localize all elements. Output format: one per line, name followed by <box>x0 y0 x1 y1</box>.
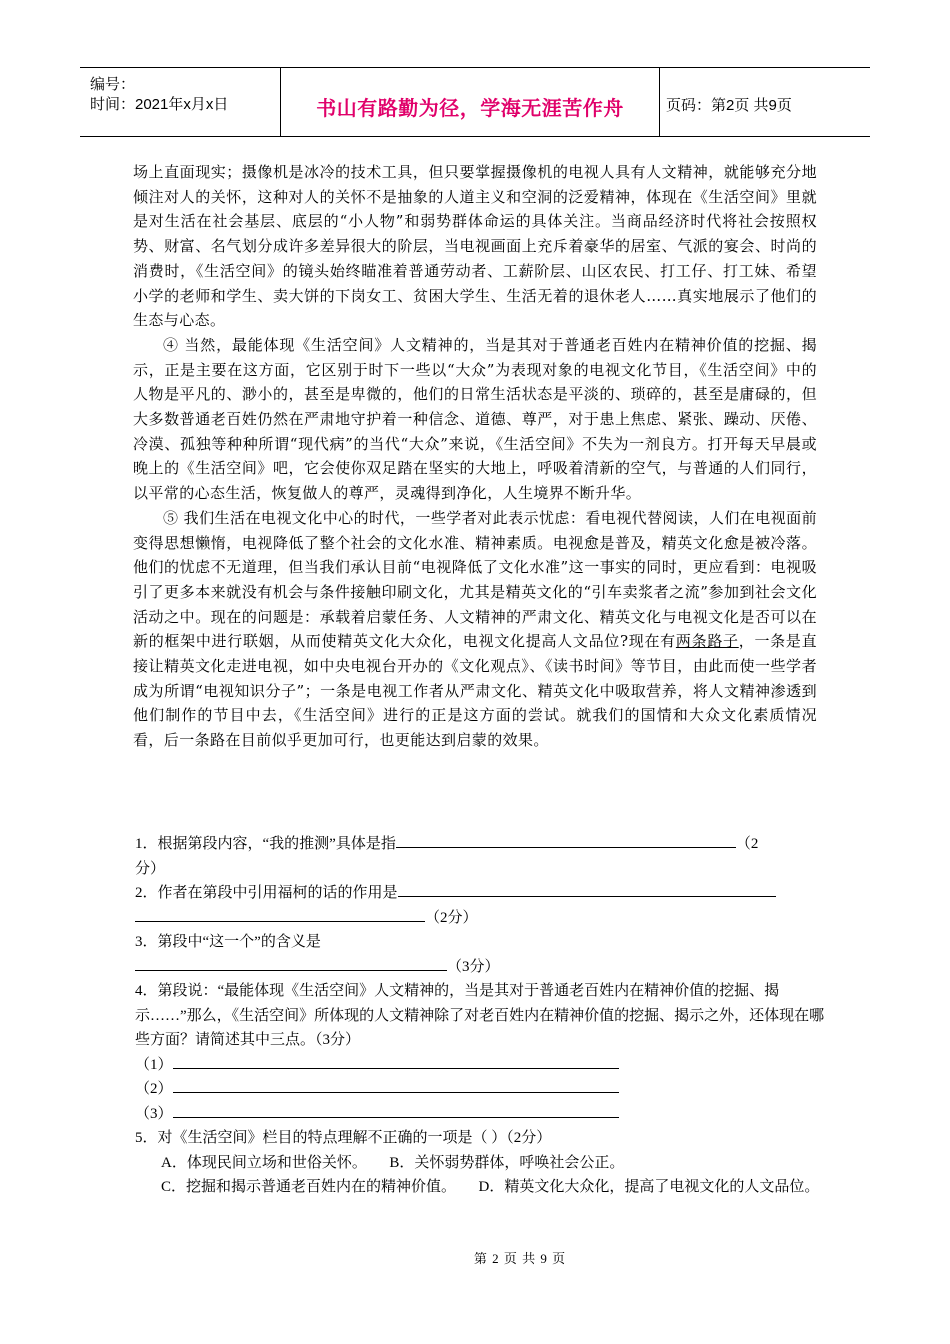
header-motto-cell <box>280 68 660 136</box>
question-5-options-cd <box>135 1175 825 1200</box>
article-paragraph-2: ④ 当然，最能体现《生活空间》人文精神的，当是其对于普通老百姓内在精神价值的挖掘、揭示，正是主要在这方面，它区别于时下一些以“大众”为表现对象的电视文化节目，《生活空间》中的人物是平凡的、渺小的，甚至是卑微的，他们的日常生活状态是平淡的、琐碎的，甚至是庸碌的，但大多数普通老百姓仍然在严肃地守护着一种信念、道德、尊严，对于患上焦虑、紧张、躁动、厌倦、冷漠、孤独等种种所谓“现代病”的当代“大众”来说，《生活空间》不失为一剂良方。打开每天早晨或晚上的《生活空间》吧，它会使你双足踏在坚实的大地上，呼吸着清新的空气，与普通的人们同行，以平常的心态生活，恢复做人的尊严，灵魂得到净化，人生境界不断升华。 <box>133 335 817 503</box>
article-paragraph-1: 场上直面现实；摄像机是冰冷的技术工具，但只要掌握摄像机的电视人具有人文精神，就能够充分地倾注对人的关怀，这种对人的关怀不是抽象的人道主义和空洞的泛爱精神，体现在《生活空间》里就是对生活在社会基层、底层的“小人物”和弱势群体命运的具体关注。当商品经济时代将社会按照权势、财富、名气划分成许多差异很大的阶层，当电视画面上充斥着豪华的居室、气派的宴会、时尚的消费时，《生活空间》的镜头始终瞄准着普通劳动者、工薪阶层、山区农民、打工仔、打工妹、希望小学的老师和学生、卖大饼的下岗女工、贫困大学生、生活无着的退休老人……真实地展示了他们的生态与心态。 <box>133 163 817 330</box>
question-1-score-cont: 分） <box>135 860 166 877</box>
answer-blank-4-3[interactable] <box>173 1103 619 1118</box>
question-5: 5．对《生活空间》栏目的特点理解不正确的一项是（ ）（2分） <box>135 1130 552 1146</box>
question-3: 3．第段中“这一个”的含义是 <box>135 934 321 950</box>
question-3-line-2 <box>135 955 825 980</box>
question-section <box>135 832 825 1200</box>
question-4: 4．第段说：“最能体现《生活空间》人文精神的，当是其对于普通老百姓内在精神价值的挖掘、揭示……”那么，《生活空间》所体现的人文精神除了对老百姓内在精神价值的挖掘、揭示之外，还体现在哪些方面？请简述其中三点。（3分） <box>135 983 825 1048</box>
question-2-line-2 <box>135 906 825 931</box>
header-time-label: 时间：2021年x月x日 <box>90 96 229 113</box>
option-d[interactable]: D．精英文化大众化，提高了电视文化的人文品位。 <box>478 1179 820 1195</box>
question-1 <box>135 832 825 857</box>
question-2 <box>135 881 825 906</box>
header-page-cell <box>660 68 870 136</box>
underlined-phrase: 两条路子 <box>675 632 739 651</box>
article-paragraph-3 <box>133 506 817 753</box>
sub-3-label: （3） <box>135 1105 173 1122</box>
question-1-score: （2 <box>735 836 759 852</box>
sub-2-label: （2） <box>135 1081 173 1097</box>
answer-blank-2a[interactable] <box>398 882 776 897</box>
question-2-text: 2．作者在第段中引用福柯的话的作用是 <box>135 885 398 901</box>
question-3-score: （3分） <box>447 958 500 975</box>
paragraph-3-text-before: ⑤ 我们生活在电视文化中心的时代，一些学者对此表示忧虑：看电视代替阅读，人们在电视面前变得思想懒惰，电视降低了整个社会的文化水准、精神素质。电视愈是普及，精英文化愈是被冷落。他们的忧虑不无道理，但当我们承认目前“电视降低了文化水准”这一事实的同时，更应看到：电视吸引了更多本来就没有机会与条件接触印刷文化，尤其是精英文化的“引车卖浆者之流”参加到社会文化活动之中。现在的问题是：承载着启蒙任务、人文精神的严肃文化、精英文化与电视文化是否可以在新的框架中进行联姻，从而使精英文化大众化，电视文化提高人文品位?现在有 <box>133 508 817 651</box>
sub-1-label: （1） <box>135 1056 173 1073</box>
header-motto: 书山有路勤为径，学海无涯苦作舟 <box>316 96 624 120</box>
question-5-options-ab <box>135 1151 825 1176</box>
header-number-label: 编号： <box>90 76 136 93</box>
question-2-score: （2分） <box>425 909 478 926</box>
answer-blank-1[interactable] <box>396 833 736 848</box>
answer-blank-2b[interactable] <box>135 907 425 922</box>
option-b[interactable]: B．关怀弱势群体，呼唤社会公正。 <box>389 1154 625 1171</box>
option-c[interactable]: C．挖掘和揭示普通老百姓内在的精神价值。 <box>161 1179 457 1195</box>
question-4-sub-3 <box>135 1102 825 1127</box>
page-footer: 第 2 页 共 9 页 <box>473 1251 567 1266</box>
header-page-label: 页码：第2页 共9页 <box>666 97 792 114</box>
question-1-text: 1．根据第段内容，“我的推测”具体是指 <box>135 836 396 852</box>
option-a[interactable]: A．体现民间立场和世俗关怀。 <box>161 1154 367 1171</box>
answer-blank-4-1[interactable] <box>173 1054 619 1069</box>
article-body <box>133 160 817 753</box>
page-header <box>80 67 870 137</box>
question-4-sub-1 <box>135 1053 825 1078</box>
answer-blank-3[interactable] <box>135 956 447 971</box>
paragraph-3-text-after: ，一条是直接让精英文化走进电视，如中央电视台开办的《文化观点》、《读书时间》等节目，由此而使一些学者成为所谓“电视知识分子”；一条是电视工作者从严肃文化、精英文化中吸取营养，将人文精神渗透到他们制作的节目中去，《生活空间》进行的正是这方面的尝试。就我们的国情和大众文化素质情况看，后一条路在目前似乎更加可行，也更能达到启蒙的效果。 <box>133 632 817 750</box>
header-info-cell <box>80 68 280 136</box>
question-4-sub-2 <box>135 1077 825 1102</box>
answer-blank-4-2[interactable] <box>173 1078 619 1093</box>
